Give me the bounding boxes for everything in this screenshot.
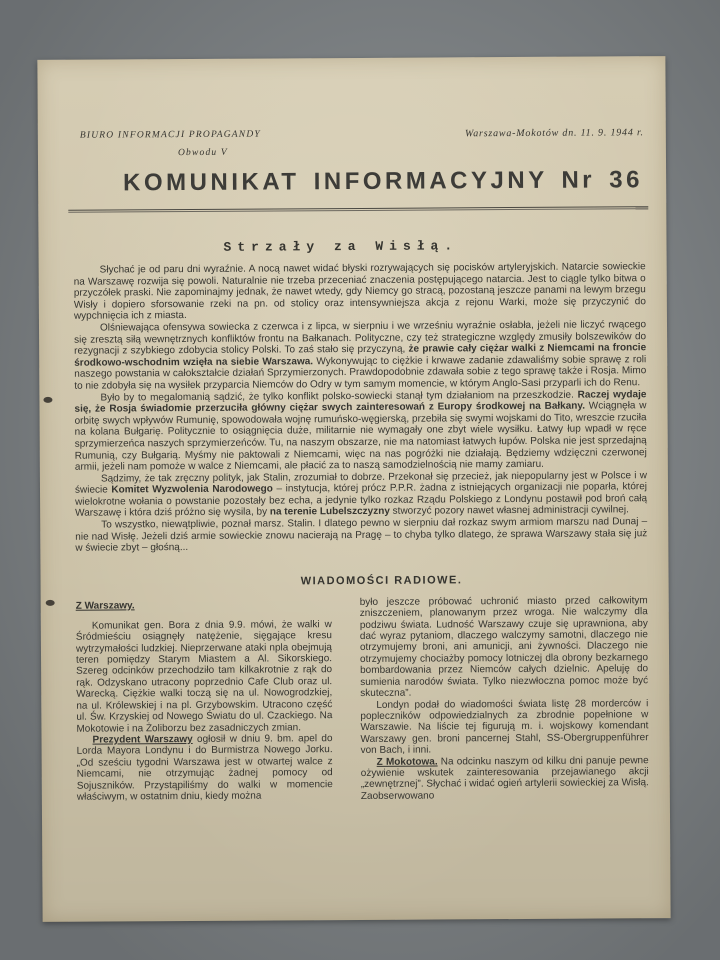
document-sheet xyxy=(37,56,670,922)
paragraph-text: Było by to megalomanią sądzić, że tylko konflikt polsko-sowiecki stanął tym działaniom na przeszkodzie. xyxy=(100,389,578,404)
radio-left-text xyxy=(76,619,333,803)
emphasized-text: Prezydent Warszawy xyxy=(92,733,193,746)
article-paragraph xyxy=(74,389,646,474)
radio-left-paragraph xyxy=(76,733,332,803)
article-paragraph xyxy=(75,470,647,520)
document-title: KOMUNIKAT INFORMACYJNY Nr 36 xyxy=(123,166,644,197)
paragraph-text: Wciągnęła w orbitę swych wpływów Rumunię, spowodowała wojnę rumuńsko-węgierską, przebiła się swymi wojskami do Tito, wreszcie rzuciła na kolana Bułgarię. Politycznie to osiągnięcia duże, militarnie nie wymagały one zbyt wiele wysiłku. Łatwy łup wpadł w ręce sprzymierzeńca naszych sprzymierzeńców. Tu, na naszym obszarze, nie ma natomiast łatwych łupów. Polska nie jest sprzedajną Rumunią, czy Bułgarią. Myśmy nie paktowali z Niemcami, więc na nas pogróżki nie działają. Będziemy wdzięczni czerwonej armii, jeżeli nam pomoże w walce z Niemcami, ale płacić za to naszą samodzielnością nie mamy zamiaru. xyxy=(74,400,647,473)
emphasized-text: że prawie cały ciężar walki z Niemcami na froncie środkowo-wschodnim wzięła na siebie Warszawa. xyxy=(74,342,647,369)
article-body xyxy=(74,261,648,554)
radio-right-paragraph xyxy=(361,755,649,802)
radio-right-column xyxy=(360,595,649,802)
emphasized-text: Komitet Wyzwolenia Narodowego xyxy=(111,483,273,496)
paragraph-text: ogłosił w dniu 9. bm. apel do Lorda Mayora Londynu i do Burmistrza Nowego Jorku. „Od sześciu tygodni Warszawa jest w otwartej walce z Niemcami, nie otrzymując żadnej pomocy od Sojuszników. Przystąpiliśmy do walki w momencie właściwym, w ostatnim dniu, kiedy można xyxy=(76,733,333,803)
paragraph-text: Sądzimy, że tak zręczny polityk, jak Stalin, zrozumiał to dobrze. Przekonał się przecież, jak niepopularny jest w Polsce i w świecie xyxy=(74,469,647,496)
paper-hole-mark xyxy=(43,397,52,403)
paragraph-text: Londyn podał do wiadomości świata listę 28 morderców i popleczników odpowiedzialnych za zbrodnie popełnione w Warszawie. Na liście tej figurują m. i. wojskowy komendant Warszawy gen. broni pancernej Stahl, SS-Obergruppenführer von Bach, i inni. xyxy=(360,697,649,757)
paragraph-text: stworzyć pozory nawet własnej administracji cywilnej. xyxy=(389,504,629,518)
emphasized-text: Raczej wydaje się, że Rosja świadomie przerzuciła główny ciężar swych zainteresowań z Europy środkowej na Bałkany. xyxy=(74,388,647,415)
article-paragraph xyxy=(75,516,647,554)
article-paragraph xyxy=(74,261,646,322)
paragraph-text: Na odcinku naszym od kilku dni panuje pewne ożywienie wskutek zainteresowania przejawianego akcji „zewnętrznej”. Słychać i widać ogień artylerii sowieckiej za Wisłą. Zaobserwowano xyxy=(360,754,649,802)
paper-hole-mark xyxy=(46,600,55,606)
radio-news-columns xyxy=(76,595,649,804)
paragraph-text: Wykonywując to ciężkie i krwawe zadanie zdawaliśmy sobie sprawę z roli naszego powstania w całokształcie działań Sprzymierzonych. Prawdopodobnie zdawała sobie z tego sprawę także i Rosja. Mimo to nie zdobyła się na wysiłek przyparcia Niemców do Odry w tym samym momencie, w którym Anglo-Sasi przyparli ich do Renu. xyxy=(74,353,647,392)
radio-left-column xyxy=(76,597,333,804)
paragraph-text: Słychać je od paru dni wyraźnie. A nocą nawet widać błyski rozrywających się pocisków artyleryjskich. Natarcie sowieckie na Warszawę rozwija się powoli. Naturalnie nie trzeba przeceniać znaczenia postępującego natarcia. Jest to ciągle tylko bitwa o przyczółek praski. Nie zapominajmy jednak, że nawet wtedy, gdy Niemcy go stracą, pozostaną jeszcze panami na lewym brzegu Wisły i dopiero sforsowanie rzeki na pn. od stolicy oraz intensywniejsza akcja z rejonu Warki, może się przyczynić do wypchnięcia ich z miasta. xyxy=(73,261,646,323)
paragraph-text: Komunikat gen. Bora z dnia 9.9. mówi, że walki w Śródmieściu osiągnęły natężenie, sięgające kresu wytrzymałości ludzkiej. Nieprzerwane ataki npla obejmują teren pomiędzy Starym Miastem a Al. Sikorskiego. Szereg odcinków przechodziło tam kilkakrotnie z rąk do rąk. Odzyskano utracony poprzednio Cafe Club oraz ul. Warecką. Ciężkie walki toczą się na ul. Nowogrodzkiej, na ul. Królewskiej i na pl. Grzybowskim. Utracono część ul. Św. Krzyskiej od Nowego Światu do ul. Czackiego. Na Mokotowie i na Żoliborzu bez zasadniczych zmian. xyxy=(75,618,333,735)
paragraph-text: Olśniewająca ofensywa sowiecka z czerwca i z lipca, w sierpniu i we wrześniu wyraźnie osłabła, jeżeli nie liczyć rwącego się zresztą siłą wewnętrznych konfliktów frontu na Bałkanach. Polityczne, czy też strategiczne względy zmusiły bolszewików do rezygnacji z szybkiego zdobycia stolicy Polski. To zaś stało się przyczyną, xyxy=(74,319,647,357)
radio-right-paragraph xyxy=(360,698,648,757)
article-paragraph xyxy=(74,319,646,392)
issuer-district: Obwodu V xyxy=(177,147,228,159)
issuer-name: BIURO INFORMACJI PROPAGANDY xyxy=(79,129,261,141)
place-and-date: Warszawa-Mokotów dn. 11. 9. 1944 r. xyxy=(464,127,644,140)
radio-left-paragraph xyxy=(76,619,333,735)
emphasized-text: Z Mokotowa. xyxy=(376,756,438,768)
section-subheading: Z Warszawy. xyxy=(75,600,135,612)
paragraph-text: było jeszcze próbować uchronić miasto przed całkowitym zniszczeniem, planowanym przez wroga. Nie walczymy dla podziwu świata. Ludność Warszawy czuje się uprawniona, aby dać wyraz pytaniom, dlaczego walczymy samotni, dlaczego nie otrzymujemy broni, ani amunicji, ani żywności. Dlaczego nie otrzymujemy chociażby pomocy lotniczej dla obrony bezkarnego bombardowania przez Niemców całych dzielnic. Apeluję do sumienia narodów świata. Tylko niezwłoczna pomoc może być skuteczna”. xyxy=(359,595,649,700)
article-heading: Strzały za Wisłą. xyxy=(223,238,459,255)
radio-right-paragraph xyxy=(360,595,649,699)
paragraph-text: To wszystko, niewątpliwie, poznał marsz. Stalin. I dlatego pewno w sierpniu dał rozkaz swym armiom marszu nad Dunaj – nie nad Wisłę. Jeżeli dziś armie sowieckie znowu nacierają na Pragę – to chyba tylko dlatego, że sprawa Warszawy stała się już w świecie zbyt – głośną... xyxy=(75,516,648,554)
document-body xyxy=(74,261,649,804)
radio-news-heading: WIADOMOŚCI RADIOWE. xyxy=(300,574,463,588)
emphasized-text: na terenie Lubelszczyzny xyxy=(269,506,390,518)
title-rule xyxy=(68,206,648,213)
paragraph-text: – instytucja, której prócz P.P.R. żadna z istniejących organizacji nie poparła, której wielokrotne wołania o powstanie pozostały bez echa, a jedynie tylko rozkaz Rządu Polskiego z Londynu postawił pod broń całą Warszawę i która dziś próżno się wysila, by xyxy=(75,481,648,520)
